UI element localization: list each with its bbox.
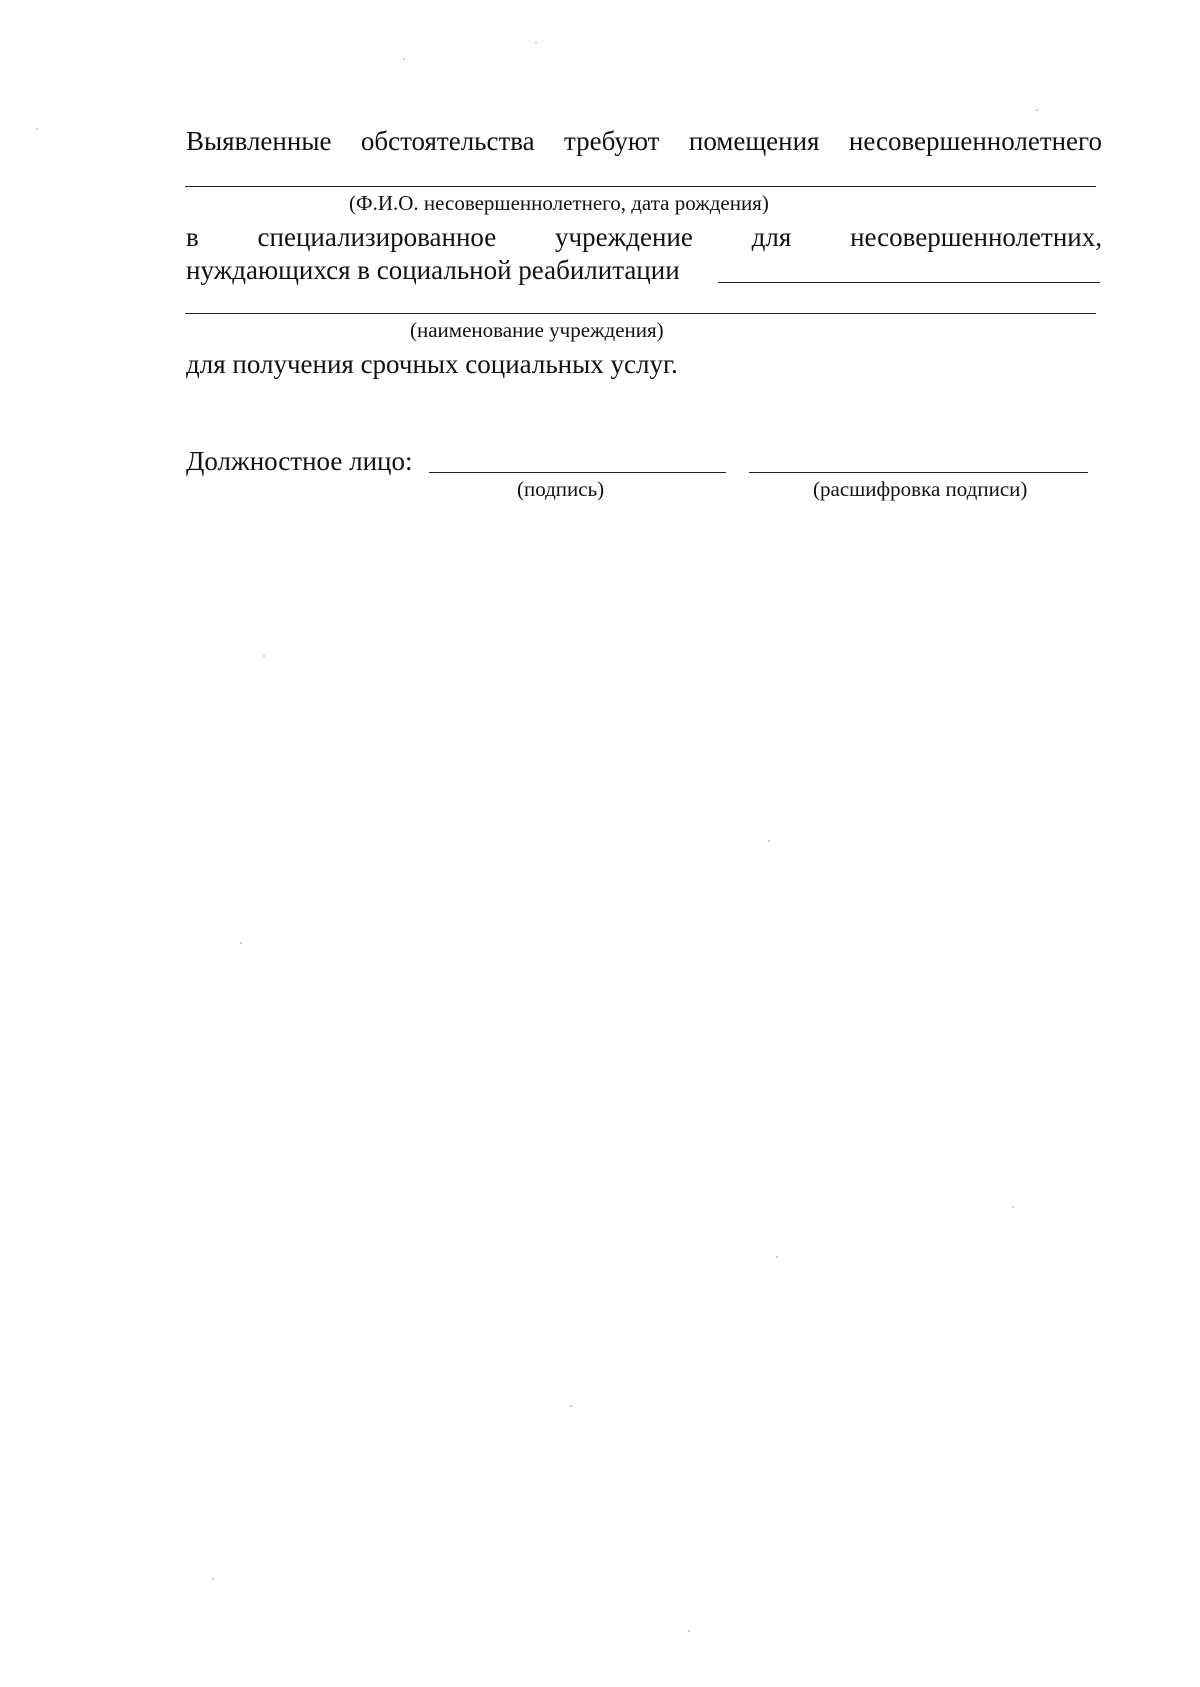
scan-speck: [688, 1630, 690, 1632]
institution-caption: (наименование учреждения): [410, 318, 664, 342]
word: требуют: [564, 126, 660, 156]
minor-name-caption: (Ф.И.О. несовершеннолетнего, дата рождения): [349, 191, 769, 215]
institution-blank-line-1: [718, 282, 1100, 283]
word: несовершеннолетних,: [850, 222, 1102, 252]
word: специализированное: [257, 222, 497, 252]
scan-speck: [240, 942, 242, 944]
word: помещения: [688, 126, 820, 156]
word: Выявленные: [186, 126, 332, 156]
word: для: [751, 222, 792, 252]
word: несовершеннолетнего: [848, 126, 1102, 156]
signature-decoding-blank-line: [749, 472, 1088, 473]
scan-speck: [768, 840, 770, 842]
scan-speck: [403, 58, 405, 60]
scan-speck: [570, 1405, 572, 1407]
scan-speck: [1012, 1206, 1014, 1208]
scan-speck: [263, 655, 265, 657]
word: учреждение: [555, 222, 693, 252]
paragraph-line-4: для получения срочных социальных услуг.: [186, 349, 678, 379]
paragraph-line-2: [186, 224, 1102, 251]
scan-speck: [1036, 109, 1038, 111]
official-label: Должностное лицо:: [186, 446, 413, 476]
scan-speck: [776, 1256, 778, 1258]
scan-speck: [535, 42, 537, 44]
scan-speck: [36, 128, 38, 130]
institution-blank-line-2: [185, 313, 1096, 314]
minor-name-blank-line: [185, 186, 1096, 187]
scan-speck: [212, 1578, 214, 1580]
signature-blank-line: [429, 472, 726, 473]
signature-caption: (подпись): [517, 477, 605, 501]
paragraph-line-3: нуждающихся в социальной реабилитации: [186, 255, 680, 285]
paragraph-line-1: [186, 128, 1102, 155]
word: в: [186, 222, 199, 252]
signature-decoding-caption: (расшифровка подписи): [813, 477, 1028, 501]
word: обстоятельства: [360, 126, 535, 156]
